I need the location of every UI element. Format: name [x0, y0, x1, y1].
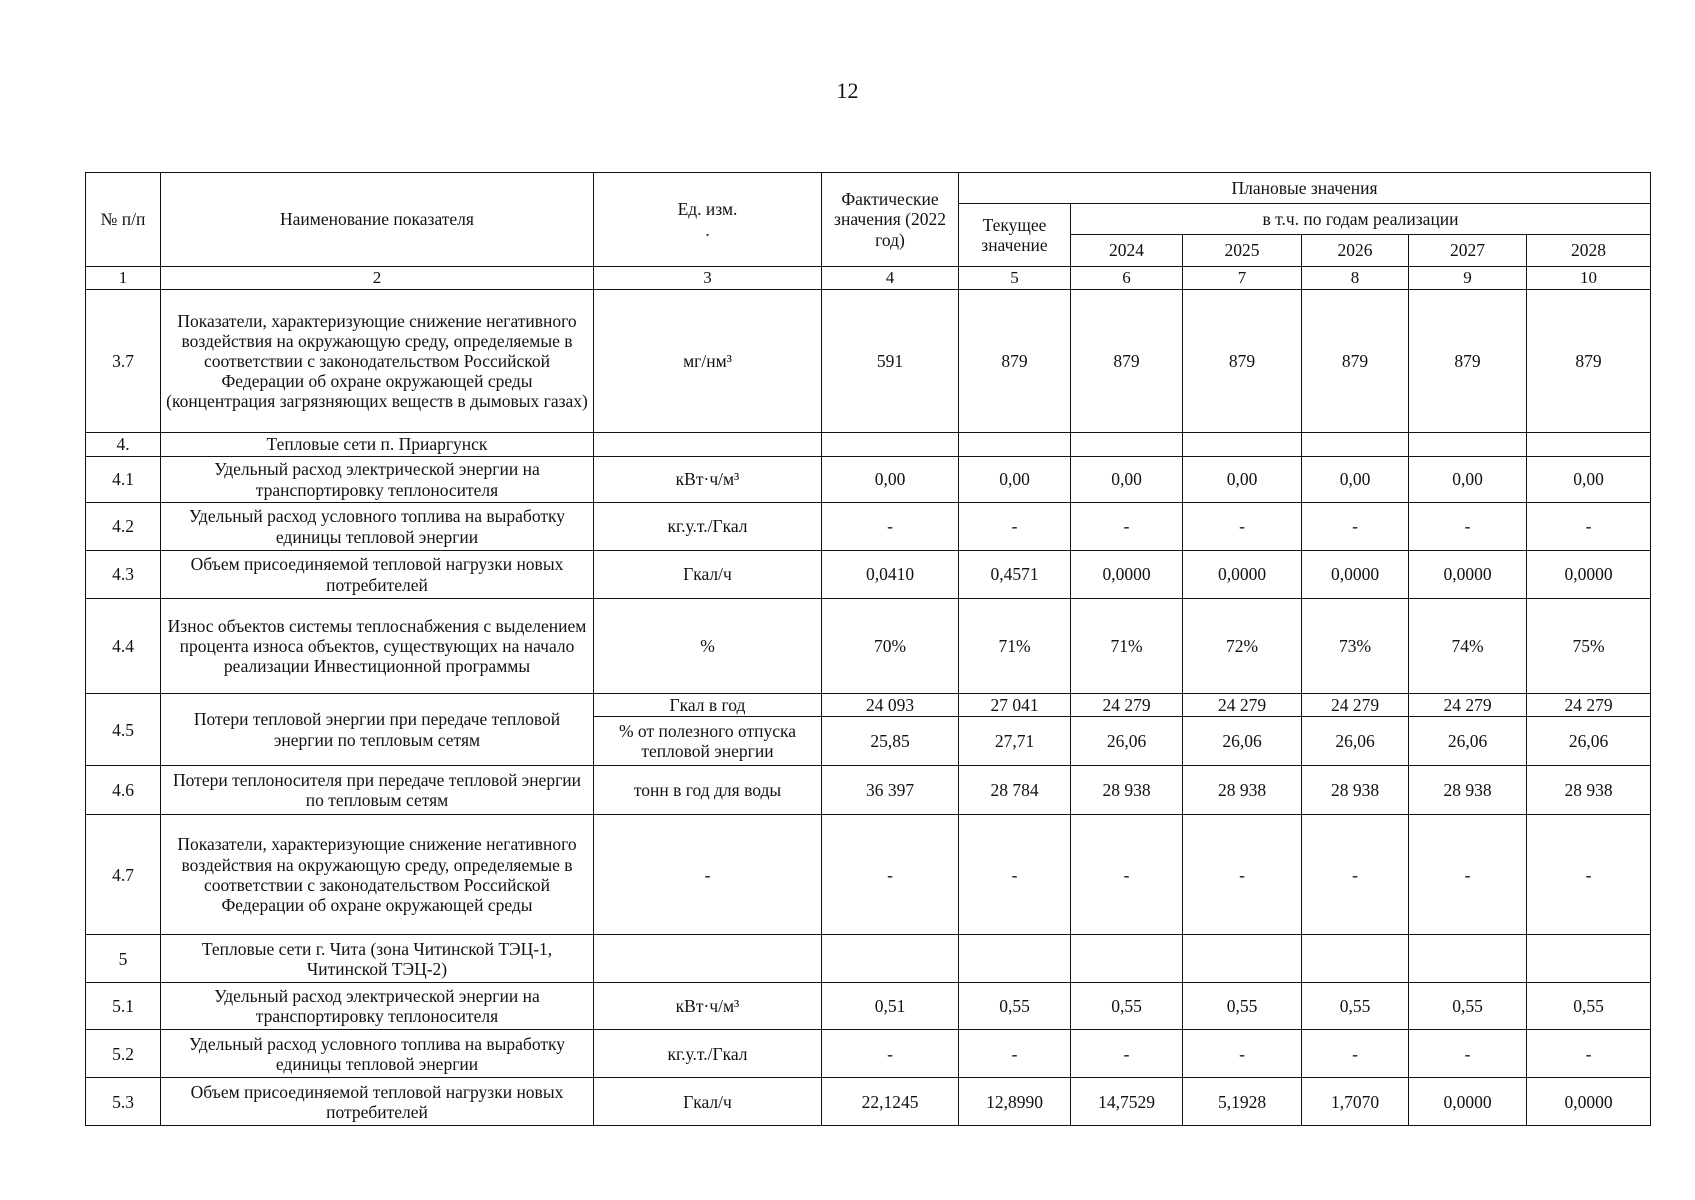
row-unit: Гкал/ч — [594, 551, 822, 599]
row-value: 27,71 — [959, 717, 1071, 766]
row-value: 879 — [1071, 290, 1183, 433]
row-value: 36 397 — [822, 766, 959, 815]
row-name: Потери тепловой энергии при передаче тепловой энергии по тепловым сетям — [161, 694, 594, 766]
row-value: 0,00 — [1409, 457, 1527, 503]
row-value: 0,55 — [1527, 983, 1651, 1030]
row-num: 4.7 — [86, 815, 161, 935]
row-num: 4.2 — [86, 503, 161, 551]
row-unit: % от полезного отпуска тепловой энергии — [594, 717, 822, 766]
row-value: 0,55 — [1409, 983, 1527, 1030]
header-by-years: в т.ч. по годам реализации — [1071, 204, 1651, 235]
page-number: 12 — [836, 78, 859, 103]
row-num: 4.6 — [86, 766, 161, 815]
header-num: № п/п — [86, 173, 161, 267]
row-unit: мг/нм³ — [594, 290, 822, 433]
row-value: 75% — [1527, 599, 1651, 694]
row-value: 0,00 — [1071, 457, 1183, 503]
row-num: 5.3 — [86, 1078, 161, 1126]
row-unit: Гкал/ч — [594, 1078, 822, 1126]
header-year: 2024 — [1071, 235, 1183, 267]
section-title: Тепловые сети г. Чита (зона Читинской ТЭЦ-1, Читинской ТЭЦ-2) — [161, 935, 594, 983]
row-value: 28 938 — [1183, 766, 1302, 815]
header-name: Наименование показателя — [161, 173, 594, 267]
header-row — [86, 173, 1651, 204]
column-numbers-row — [86, 267, 1651, 290]
row-value: 26,06 — [1302, 717, 1409, 766]
row-unit: % — [594, 599, 822, 694]
indicators-table — [85, 172, 1651, 1126]
row-name: Удельный расход условного топлива на выработку единицы тепловой энергии — [161, 1030, 594, 1078]
table-row — [86, 983, 1651, 1030]
row-value: - — [822, 815, 959, 935]
row-value: 28 938 — [1302, 766, 1409, 815]
row-value: 24 279 — [1302, 694, 1409, 717]
row-value: 0,55 — [1302, 983, 1409, 1030]
row-unit: кг.у.т./Гкал — [594, 1030, 822, 1078]
table-row — [86, 503, 1651, 551]
row-value: 0,51 — [822, 983, 959, 1030]
row-value: 879 — [959, 290, 1071, 433]
row-num: 5.2 — [86, 1030, 161, 1078]
row-name: Износ объектов системы теплоснабжения с выделением процента износа объектов, существующих на начало реализации Инвестиционной программы — [161, 599, 594, 694]
row-value: - — [1071, 503, 1183, 551]
row-name: Показатели, характеризующие снижение негативного воздействия на окружающую среду, определяемые в соответствии с законодательством Российской Федерации об охране окружающей среды (концентрация загрязняющих веществ в дымовых газах) — [161, 290, 594, 433]
row-value: 5,1928 — [1183, 1078, 1302, 1126]
row-value: 24 279 — [1071, 694, 1183, 717]
section-row — [86, 433, 1651, 457]
row-value: 26,06 — [1409, 717, 1527, 766]
table-row — [86, 551, 1651, 599]
row-value: - — [1071, 815, 1183, 935]
row-value: 26,06 — [1071, 717, 1183, 766]
row-value: 73% — [1302, 599, 1409, 694]
row-value: 12,8990 — [959, 1078, 1071, 1126]
header-year: 2028 — [1527, 235, 1651, 267]
header-unit-mark: . — [705, 219, 710, 240]
row-value: 879 — [1183, 290, 1302, 433]
row-value: 0,00 — [1302, 457, 1409, 503]
row-value: 0,0000 — [1527, 1078, 1651, 1126]
table-row — [86, 766, 1651, 815]
row-value: 24 279 — [1183, 694, 1302, 717]
row-value: 26,06 — [1183, 717, 1302, 766]
row-value: - — [1527, 1030, 1651, 1078]
row-name: Объем присоединяемой тепловой нагрузки новых потребителей — [161, 551, 594, 599]
row-num: 3.7 — [86, 290, 161, 433]
row-value: 879 — [1527, 290, 1651, 433]
row-name: Удельный расход электрической энергии на транспортировку теплоносителя — [161, 983, 594, 1030]
row-value: 74% — [1409, 599, 1527, 694]
header-planned: Плановые значения — [959, 173, 1651, 204]
column-number: 10 — [1527, 267, 1651, 290]
row-value: - — [1527, 815, 1651, 935]
row-value: - — [1071, 1030, 1183, 1078]
table-row — [86, 1078, 1651, 1126]
row-value: 0,0000 — [1409, 551, 1527, 599]
row-value: 0,00 — [959, 457, 1071, 503]
row-value: 0,0000 — [1071, 551, 1183, 599]
row-value: - — [1409, 1030, 1527, 1078]
row-value: 0,0410 — [822, 551, 959, 599]
row-value: 24 093 — [822, 694, 959, 717]
row-num: 4.5 — [86, 694, 161, 766]
table-row — [86, 290, 1651, 433]
column-number: 7 — [1183, 267, 1302, 290]
row-num: 4.1 — [86, 457, 161, 503]
row-value: - — [959, 815, 1071, 935]
row-value: 0,4571 — [959, 551, 1071, 599]
row-value: - — [1183, 1030, 1302, 1078]
column-number: 8 — [1302, 267, 1409, 290]
row-value: 0,55 — [1183, 983, 1302, 1030]
row-value: 591 — [822, 290, 959, 433]
row-value: - — [959, 1030, 1071, 1078]
row-value: 28 784 — [959, 766, 1071, 815]
row-value: 28 938 — [1409, 766, 1527, 815]
table-row — [86, 457, 1651, 503]
row-value: - — [1409, 503, 1527, 551]
row-value: 1,7070 — [1302, 1078, 1409, 1126]
row-value: - — [1409, 815, 1527, 935]
column-number: 3 — [594, 267, 822, 290]
header-year: 2026 — [1302, 235, 1409, 267]
row-value: 0,0000 — [1527, 551, 1651, 599]
column-number: 5 — [959, 267, 1071, 290]
row-value: 0,55 — [1071, 983, 1183, 1030]
section-title: Тепловые сети п. Приаргунск — [161, 433, 594, 457]
column-number: 2 — [161, 267, 594, 290]
row-value: 0,0000 — [1302, 551, 1409, 599]
section-row — [86, 935, 1651, 983]
header-actual: Фактические значения (2022 год) — [822, 173, 959, 267]
header-year: 2027 — [1409, 235, 1527, 267]
row-value: 72% — [1183, 599, 1302, 694]
row-value: 25,85 — [822, 717, 959, 766]
header-year: 2025 — [1183, 235, 1302, 267]
row-value: - — [822, 503, 959, 551]
row-value: 28 938 — [1527, 766, 1651, 815]
row-value: - — [1527, 503, 1651, 551]
row-value: 22,1245 — [822, 1078, 959, 1126]
row-value: 0,00 — [1183, 457, 1302, 503]
row-unit: кВт·ч/м³ — [594, 983, 822, 1030]
column-number: 9 — [1409, 267, 1527, 290]
row-unit: Гкал в год — [594, 694, 822, 717]
row-value: - — [1302, 1030, 1409, 1078]
table-row — [86, 599, 1651, 694]
row-unit: кВт·ч/м³ — [594, 457, 822, 503]
row-value: 71% — [1071, 599, 1183, 694]
row-value: 0,55 — [959, 983, 1071, 1030]
row-value: 0,0000 — [1183, 551, 1302, 599]
row-value: - — [1183, 503, 1302, 551]
table-row — [86, 1030, 1651, 1078]
column-number: 4 — [822, 267, 959, 290]
row-value: 0,0000 — [1409, 1078, 1527, 1126]
row-value: 0,00 — [1527, 457, 1651, 503]
row-value: 70% — [822, 599, 959, 694]
row-name: Показатели, характеризующие снижение негативного воздействия на окружающую среду, определяемые в соответствии с законодательством Российской Федерации об охране окружающей среды — [161, 815, 594, 935]
table-row — [86, 694, 1651, 717]
row-value: 879 — [1302, 290, 1409, 433]
row-num: 4.4 — [86, 599, 161, 694]
row-num: 5 — [86, 935, 161, 983]
row-value: 24 279 — [1409, 694, 1527, 717]
table-row — [86, 815, 1651, 935]
row-value: 71% — [959, 599, 1071, 694]
row-name: Удельный расход условного топлива на выработку единицы тепловой энергии — [161, 503, 594, 551]
row-value: 27 041 — [959, 694, 1071, 717]
header-current: Текущее значение — [959, 204, 1071, 267]
row-value: 26,06 — [1527, 717, 1651, 766]
header-unit-label: Ед. изм. — [677, 199, 738, 220]
row-num: 4. — [86, 433, 161, 457]
row-value: - — [1302, 815, 1409, 935]
row-name: Удельный расход электрической энергии на транспортировку теплоносителя — [161, 457, 594, 503]
row-unit: - — [594, 815, 822, 935]
row-value: 879 — [1409, 290, 1527, 433]
header-unit — [594, 173, 822, 267]
row-num: 4.3 — [86, 551, 161, 599]
row-value: - — [822, 1030, 959, 1078]
row-value: 14,7529 — [1071, 1078, 1183, 1126]
row-value: - — [1183, 815, 1302, 935]
row-unit: кг.у.т./Гкал — [594, 503, 822, 551]
row-value: - — [959, 503, 1071, 551]
row-name: Объем присоединяемой тепловой нагрузки новых потребителей — [161, 1078, 594, 1126]
column-number: 1 — [86, 267, 161, 290]
row-name: Потери теплоносителя при передаче тепловой энергии по тепловым сетям — [161, 766, 594, 815]
row-value: 0,00 — [822, 457, 959, 503]
row-value: - — [1302, 503, 1409, 551]
column-number: 6 — [1071, 267, 1183, 290]
row-unit: тонн в год для воды — [594, 766, 822, 815]
row-num: 5.1 — [86, 983, 161, 1030]
row-value: 28 938 — [1071, 766, 1183, 815]
row-value: 24 279 — [1527, 694, 1651, 717]
